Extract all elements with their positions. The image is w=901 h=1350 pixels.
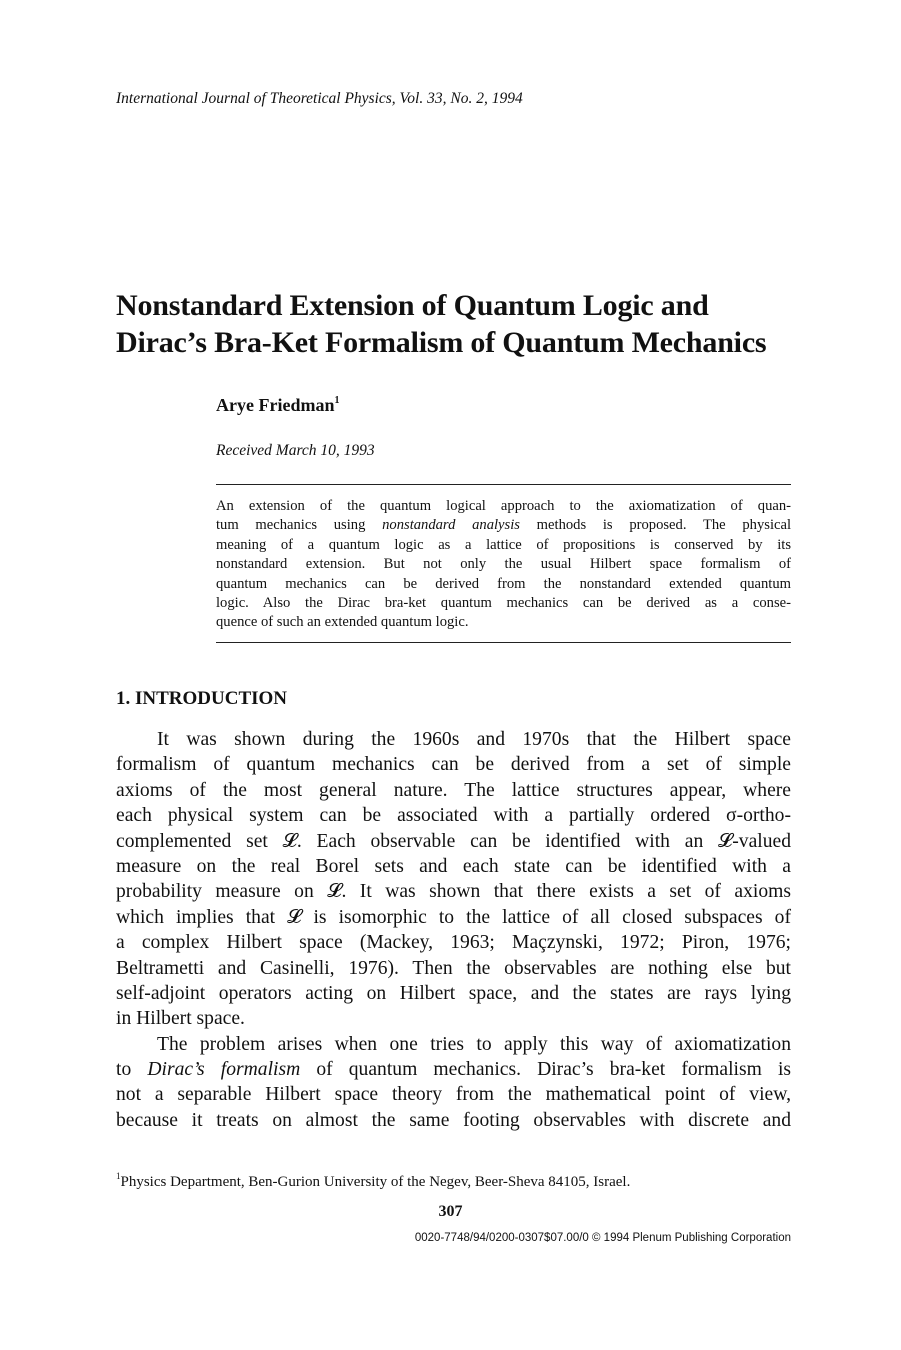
received-date: Received March 10, 1993 bbox=[216, 442, 375, 459]
footnote-mark: 1 bbox=[116, 1171, 121, 1181]
section-heading: 1. INTRODUCTION bbox=[116, 688, 288, 709]
author-name: Arye Friedman bbox=[216, 395, 335, 415]
body-line: a complex Hilbert space (Mackey, 1963; Maçzynski, 1972; Piron, 1976; bbox=[116, 932, 791, 954]
abstract-line: quantum mechanics can be derived from the nonstandard extended quantum bbox=[216, 575, 791, 592]
copyright-line: 0020-7748/94/0200-0307$07.00/0 © 1994 Plenum Publishing Corporation bbox=[414, 1232, 791, 1244]
body-line: formalism of quantum mechanics can be derived from a set of simple bbox=[116, 754, 791, 776]
abstract-top-rule bbox=[216, 484, 791, 485]
footnote-text: Physics Department, Ben-Gurion University of the Negev, Beer-Sheva 84105, Israel. bbox=[120, 1174, 631, 1190]
body-line: each physical system can be associated with a partially ordered σ-ortho- bbox=[116, 805, 791, 827]
body-line: Beltrametti and Casinelli, 1976). Then the observables are nothing else but bbox=[116, 957, 791, 979]
body-line: self-adjoint operators acting on Hilbert space, and the states are rays lying bbox=[116, 982, 791, 1004]
abstract-line: nonstandard extension. But not only the usual Hilbert space formalism of bbox=[216, 556, 791, 573]
paper-title bbox=[116, 287, 766, 361]
abstract-line: quence of such an extended quantum logic. bbox=[216, 614, 469, 631]
body-line: because it treats on almost the same footing observables with discrete and bbox=[116, 1109, 791, 1131]
body-text bbox=[116, 727, 791, 1133]
journal-citation: International Journal of Theoretical Physics, Vol. 33, No. 2, 1994 bbox=[116, 90, 523, 107]
abstract-line: meaning of a quantum logic as a lattice of propositions is conserved by its bbox=[216, 536, 791, 553]
body-line: not a separable Hilbert space theory from the mathematical point of view, bbox=[116, 1084, 791, 1106]
author-footnote-mark: 1 bbox=[334, 395, 340, 406]
title-line-1: Nonstandard Extension of Quantum Logic and bbox=[116, 289, 709, 322]
body-line: in Hilbert space. bbox=[116, 1008, 245, 1030]
title-line-2: Dirac’s Bra-Ket Formalism of Quantum Mechanics bbox=[116, 326, 767, 359]
author bbox=[216, 395, 339, 416]
body-line: complemented set 𝓛. Each observable can be identified with an 𝓛-valued bbox=[116, 830, 791, 852]
footnote bbox=[116, 1172, 630, 1191]
page-number: 307 bbox=[438, 1203, 463, 1220]
body-line: The problem arises when one tries to apply this way of axiomatization bbox=[157, 1033, 791, 1055]
abstract bbox=[216, 497, 791, 633]
body-line: axioms of the most general nature. The lattice structures appear, where bbox=[116, 779, 791, 801]
body-line: It was shown during the 1960s and 1970s that the Hilbert space bbox=[157, 729, 791, 750]
abstract-line: tum mechanics using nonstandard analysis methods is proposed. The physical bbox=[216, 517, 792, 534]
abstract-line: An extension of the quantum logical approach to the axiomatization of quan- bbox=[216, 498, 791, 514]
body-line: which implies that 𝓛 is isomorphic to the lattice of all closed subspaces of bbox=[116, 906, 791, 928]
abstract-bottom-rule bbox=[216, 642, 791, 643]
abstract-line: logic. Also the Dirac bra-ket quantum mechanics can be derived as a conse- bbox=[216, 594, 791, 611]
body-line: measure on the real Borel sets and each state can be identified with a bbox=[116, 855, 791, 877]
body-line: to Dirac’s formalism of quantum mechanics. Dirac’s bra-ket formalism is bbox=[116, 1059, 792, 1081]
body-line: probability measure on 𝓛. It was shown that there exists a set of axioms bbox=[116, 881, 791, 903]
